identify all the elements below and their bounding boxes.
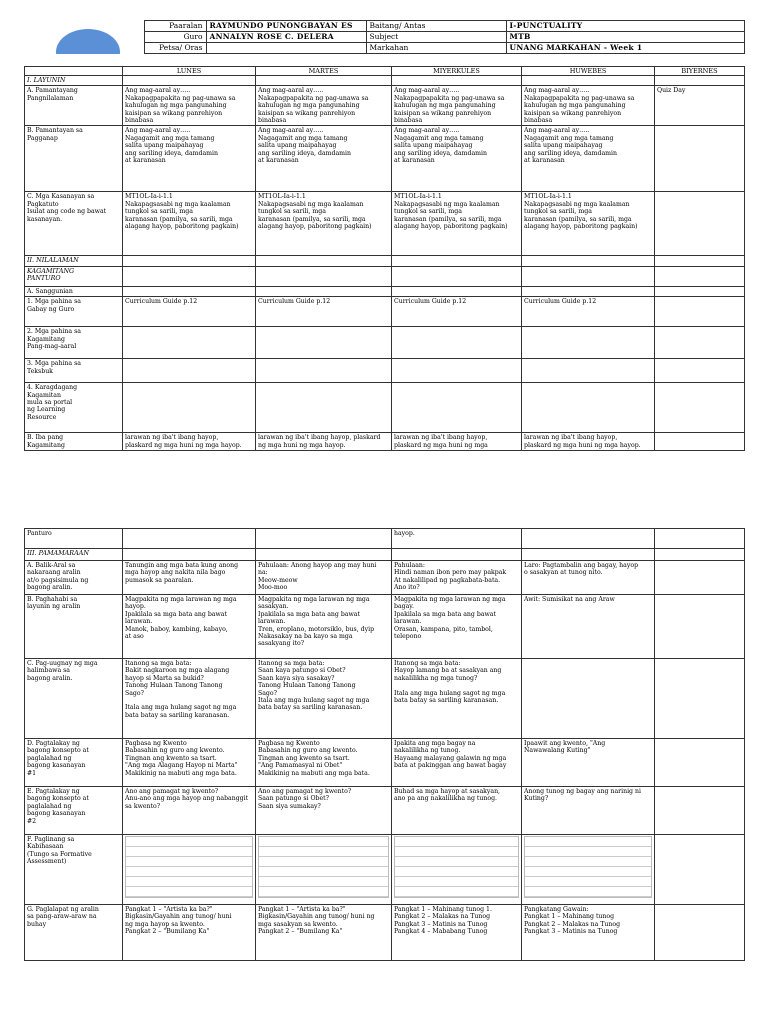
row-cell [655,266,745,286]
worksheet-thumbnail [258,836,389,898]
row-cell [655,595,745,659]
row-cell [123,256,256,266]
row-cell: Curriculum Guide p.12 [392,297,522,327]
row-cell [655,835,745,905]
table-row [25,256,745,266]
table-row [25,905,745,961]
row-cell: Curriculum Guide p.12 [123,297,256,327]
markahan-label: Markahan [366,43,506,54]
day-biyernes: BIYERNES [655,67,745,76]
subject-value: MTB [506,32,744,43]
row-cell [123,266,256,286]
table-row [25,659,745,739]
row-cell: Ang mag-aaral ay….. Nakapagpapakita ng pag-unawa sa kahulugan ng mga pangunahing kaisipan sa wikang panrehiyon binabasa [256,86,392,126]
row-cell [655,256,745,266]
row-cell: Ang mag-aaral ay….. Nagagamit ang mga tamang salita upang maipahayag ang sariling ideya, damdamin at karanasan [256,126,392,192]
school-logo-icon [56,29,120,54]
row-cell [392,359,522,383]
row-cell [392,835,522,905]
day-lunes: LUNES [123,67,256,76]
guro-label: Guro [144,32,206,43]
paaralan-label: Paaralan [144,21,206,32]
row-cell: Pagbasa ng Kwento Babasahin ng guro ang kwento. Tingnan ang kwento sa tsart. "Ang Pamamasyal ni Obet" Makikinig na mabuti ang mga bata. [256,739,392,787]
row-cell: Ang mag-aaral ay….. Nagagamit ang mga tamang salita upang maipahayag ang sariling ideya, damdamin at karanasan [522,126,655,192]
row-cell: Curriculum Guide p.12 [522,297,655,327]
row-cell [522,327,655,359]
row-cell [522,549,655,561]
row-cell: Pangkat 1 – "Artista ka ba?" Bigkasin/Gayahin ang tunog/ huni ng mga sasakyan sa kwento. Pangkat 2 – "Bumilang Ka" [256,905,392,961]
petsa-label: Petsa/ Oras [144,43,206,54]
row-cell [256,549,392,561]
markahan-value: UNANG MARKAHAN - Week 1 [506,43,744,54]
row-cell [522,529,655,549]
row-cell: Pagbasa ng Kwento Babasahin ng guro ang kwento. Tingnan ang kwento sa tsart. "Ang mga Alagang Hayop ni Marta" Makikinig na mabuti ang mga bata. [123,739,256,787]
row-cell: Itanong sa mga bata: Bakit nagkaroon ng mga alagang hayop si Marta sa bukid? Tanong Hulaan Tanong Tanong Sago? Itala ang mga hulang sagot ng mga bata batay sa sariling karanasan. [123,659,256,739]
row-cell: Ano ang pamagat ng kwento? Anu-ano ang mga hayop ang nabanggit sa kwento? [123,787,256,835]
bottom-grid [24,528,745,961]
table-row [25,192,745,256]
row-cell [655,192,745,256]
row-cell: larawan ng iba't ibang hayop, plaskard ng mga huni ng mga hayop. [522,433,655,451]
row-label: B. Pamantayan sa Pagganap [25,126,123,192]
worksheet-thumbnail [394,836,519,898]
paaralan-value: RAYMUNDO PUNONGBAYAN ES [206,21,366,32]
row-cell: Magpakita ng mga larawan ng mga hayop. Ipakilala sa mga bata ang bawat larawan. Manok, baboy, kambing, kabayo, at aso [123,595,256,659]
row-label: Panturo [25,529,123,549]
row-label: B. Paghahabi sa layunin ng aralin [25,595,123,659]
top-grid [24,66,745,451]
worksheet-thumbnail [125,836,253,898]
row-label: D. Pagtalakay ng bagong konsepto at paglalahad ng bagong kasanayan #1 [25,739,123,787]
row-cell [655,383,745,433]
row-cell: Ang mag-aaral ay….. Nagagamit ang mga tamang salita upang maipahayag ang sariling ideya, damdamin at karanasan [123,126,256,192]
row-label: E. Pagtalakay ng bagong konsepto at paglalahad ng bagong kasanayan #2 [25,787,123,835]
row-cell [655,549,745,561]
table-row [25,549,745,561]
row-label: A. Balik-Aral sa nakaraang aralin at/o pagsisimula ng bagong aralin. [25,561,123,595]
subject-label: Subject [366,32,506,43]
row-label: 3. Mga pahina sa Teksbuk [25,359,123,383]
day-miyerkules: MIYERKULES [392,67,522,76]
row-label: I. LAYUNIN [25,76,123,86]
row-cell [522,659,655,739]
row-cell: larawan ng iba't ibang hayop, plaskard ng mga huni ng mga [392,433,522,451]
row-cell: Pahulaan: Hindi naman ibon pero may pakpak At nakalilipad ng pagkabata-bata. Ano ito? [392,561,522,595]
row-cell: Itanong sa mga bata: Hayop lamang ba at sasakyan ang nakalilikha ng mga tunog? Itala ang mga hulang sagot ng mga bata batay sa sariling karanasan. [392,659,522,739]
row-cell [522,76,655,86]
table-row [25,126,745,192]
row-cell [256,286,392,296]
header-table [24,20,745,54]
corner-cell [25,67,123,76]
day-martes: MARTES [256,67,392,76]
row-label: 4. Karagdagang Kagamitan mula sa portal ng Learning Resource [25,383,123,433]
table-row [25,595,745,659]
row-label: 2. Mga pahina sa Kagamitang Pang-mag-aaral [25,327,123,359]
row-cell [655,126,745,192]
row-cell: Pahulaan: Anong hayop ang may huni na: Meow-meow Moo-moo [256,561,392,595]
table-row [25,561,745,595]
row-cell [655,297,745,327]
row-label: C. Mga Kasanayan sa Pagkatuto Isulat ang code ng bawat kasanayan. [25,192,123,256]
guro-value: ANNALYN ROSE C. DELERA [206,32,366,43]
row-cell [123,76,256,86]
row-cell [256,835,392,905]
row-label: A. Pamantayang Pangnilalaman [25,86,123,126]
row-cell [655,659,745,739]
row-cell [655,433,745,451]
row-cell [123,286,256,296]
table-row [25,739,745,787]
table-row [25,835,745,905]
row-cell: Curriculum Guide p.12 [256,297,392,327]
table-row [25,383,745,433]
row-cell: Ipaawit ang kwento, "Ang Nawawalang Kuting" [522,739,655,787]
table-row [25,327,745,359]
row-cell: Tanungin ang mga bata kung anong mga hayop ang nakita nila bago pumasok sa paaralan. [123,561,256,595]
row-cell [392,256,522,266]
table-row [25,286,745,296]
school-logo-cell [24,21,144,54]
row-cell: Magpakita ng mga larawan ng mga bagay. Ipakilala sa mga bata ang bawat larawan. Orasan, kampana, pito, tambol, telepono [392,595,522,659]
worksheet-thumbnail [524,836,652,898]
row-cell [522,266,655,286]
table-row [25,86,745,126]
row-label: KAGAMITANG PANTURO [25,266,123,286]
row-cell [655,529,745,549]
table-row [25,359,745,383]
row-cell [655,327,745,359]
table-row [25,297,745,327]
row-cell: larawan ng iba't ibang hayop, plaskard ng mga huni ng mga hayop. [256,433,392,451]
day-huwebes: HUWEBES [522,67,655,76]
row-label: A. Sanggunian [25,286,123,296]
row-cell [655,739,745,787]
row-cell [522,256,655,266]
row-cell: Anong tunog ng bagay ang narinig ni Kuting? [522,787,655,835]
table-row [25,787,745,835]
row-cell [655,787,745,835]
row-cell [655,359,745,383]
row-cell: Ipakita ang mga bagay na nakalilikha ng tunog. Hayaang malayang galawin ng mga bata at pakinggan ang bawat bagay [392,739,522,787]
row-cell [392,549,522,561]
row-cell: Ang mag-aaral ay….. Nagagamit ang mga tamang salita upang maipahayag ang sariling ideya, damdamin at karanasan [392,126,522,192]
row-label: III. PAMAMARAAN [25,549,123,561]
row-cell: Awit: Sumisikat na ang Araw [522,595,655,659]
row-cell [392,266,522,286]
row-cell [655,905,745,961]
row-cell: hayop. [392,529,522,549]
row-label: B. Iba pang Kagamitang [25,433,123,451]
row-cell: Buhad sa mga hayop at sasakyan, ano pa ang nakalilikha ng tunog. [392,787,522,835]
row-cell [256,383,392,433]
row-cell: Ang mag-aaral ay….. Nakapagpapakita ng pag-unawa sa kahulugan ng mga pangunahing kaisipan sa wikang panrehiyon binabasa [522,86,655,126]
row-label: G. Paglalapat ng aralin sa pang-araw-araw na buhay [25,905,123,961]
row-cell: MT1OL-Ia-i-1.1 Nakapagsasabi ng mga kaalaman tungkol sa sarili, mga karanasan (pamilya, sa sarili, mga alagang hayop, paboritong pagkain) [256,192,392,256]
row-cell [123,359,256,383]
row-cell [392,383,522,433]
row-cell [392,76,522,86]
row-cell [392,286,522,296]
row-cell [123,383,256,433]
table-row [25,76,745,86]
row-cell: Ano ang pamagat ng kwento? Saan patungo si Obet? Saan siya sumakay? [256,787,392,835]
row-cell: Pangkatang Gawain: Pangkat 1 – Mahinang tunog Pangkat 2 – Malakas na Tunog Pangkat 3 – Matinis na Tunog [522,905,655,961]
lesson-plan-page-2 [24,528,744,961]
row-label: C. Pag-uugnay ng mga halimbawa sa bagong aralin. [25,659,123,739]
row-cell: Laro: Pagtambalin ang bagay, hayop o sasakyan at tunog nito. [522,561,655,595]
row-cell [123,327,256,359]
baitang-value: I-PUNCTUALITY [506,21,744,32]
row-cell [256,266,392,286]
row-cell [522,835,655,905]
row-cell [256,327,392,359]
row-cell [655,76,745,86]
table-row [25,433,745,451]
table-row [25,529,745,549]
lesson-plan-page-1 [24,20,744,451]
row-cell: Magpakita ng mga larawan ng mga sasakyan. Ipakilala sa mga bata ang bawat larawan. Tren, eroplano, motorsiklo, bus, dyip Nakasakay na ba kayo sa mga sasakyang ito? [256,595,392,659]
row-cell [392,327,522,359]
row-cell: Ang mag-aaral ay….. Nakapagpapakita ng pag-unawa sa kahulugan ng mga pangunahing kaisipan sa wikang panrehiyon binabasa [123,86,256,126]
row-cell: Ang mag-aaral ay….. Nakapagpapakita ng pag-unawa sa kahulugan ng mga pangunahing kaisipan sa wikang panrehiyon binabasa [392,86,522,126]
row-cell [522,359,655,383]
row-cell: larawan ng iba't ibang hayop, plaskard ng mga huni ng mga hayop. [123,433,256,451]
baitang-label: Baitang/ Antas [366,21,506,32]
row-cell [256,76,392,86]
row-cell: MT1OL-Ia-i-1.1 Nakapagsasabi ng mga kaalaman tungkol sa sarili, mga karanasan (pamilya, sa sarili, mga alagang hayop, paboritong pagkain) [392,192,522,256]
row-cell [256,359,392,383]
row-label: F. Paglinang sa Kabihasaan (Tungo sa Formative Assessment) [25,835,123,905]
row-cell: MT1OL-Ia-i-1.1 Nakapagsasabi ng mga kaalaman tungkol sa sarili, mga karanasan (pamilya, sa sarili, mga alagang hayop, paboritong pagkain) [522,192,655,256]
table-row [25,266,745,286]
row-cell [256,529,392,549]
row-cell [655,561,745,595]
row-label: II. NILALAMAN [25,256,123,266]
row-cell: Itanong sa mga bata: Saan kaya patungo si Obet? Saan kaya siya sasakay? Tanong Hulaan Tanong Tanong Sago? Itala ang mga hulang sagot ng mga bata batay sa sariling karanasan. [256,659,392,739]
row-cell: Pangkat 1 – "Artista ka ba?" Bigkasin/Gayahin ang tunog/ huni ng mga hayop sa kwento. Pangkat 2 – "Bumilang Ka" [123,905,256,961]
petsa-value [206,43,366,54]
row-cell [655,286,745,296]
row-label: 1. Mga pahina sa Gabay ng Guro [25,297,123,327]
row-cell [256,256,392,266]
row-cell: MT1OL-Ia-i-1.1 Nakapagsasabi ng mga kaalaman tungkol sa sarili, mga karanasan (pamilya, sa sarili, mga alagang hayop, paboritong pagkain) [123,192,256,256]
row-cell: Quiz Day [655,86,745,126]
row-cell [123,835,256,905]
row-cell [123,529,256,549]
row-cell [522,383,655,433]
row-cell [123,549,256,561]
row-cell [522,286,655,296]
row-cell: Pangkat 1 – Mahinang tunog 1. Pangkat 2 – Malakas na Tunog Pangkat 3 – Matinis na Tunog Pangkat 4 – Mababang Tunog [392,905,522,961]
